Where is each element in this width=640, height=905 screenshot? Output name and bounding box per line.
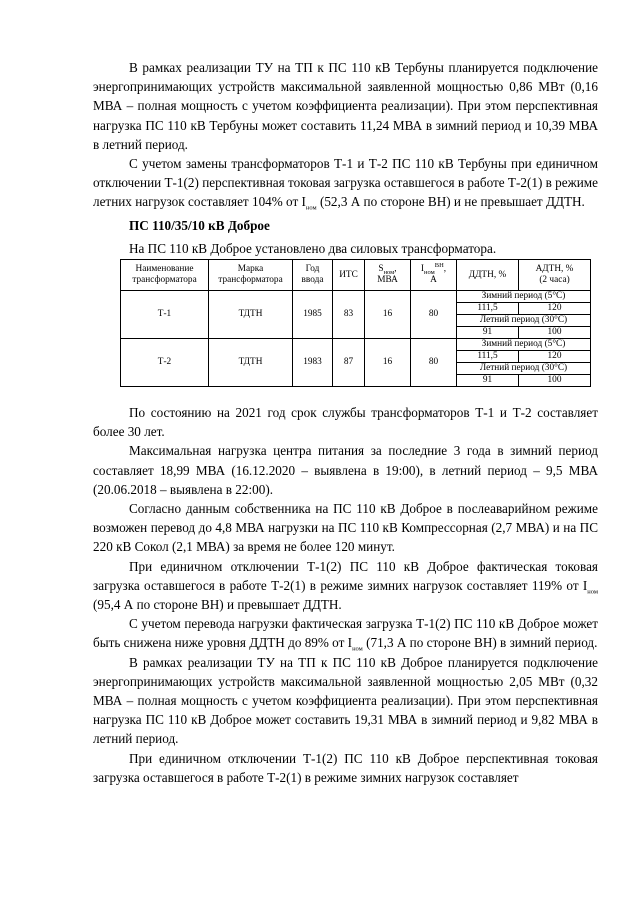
paragraph-dobroe-tu: В рамках реализации ТУ на ТП к ПС 110 кВ Доброе планируется подключение энергопринимающих устройств максимальной заявленной мощностью 2,05 МВт (0,32 МВА – полная мощность с учетом коэффициента реализации). При этом перспективная нагрузка ПС 110 кВ Доброе может составить 19,31 МВА в зимний период и 9,82 МВА в летний период. [93,654,598,747]
cell-adtn: 100 [519,327,591,339]
cell-its: 87 [333,339,365,387]
paragraph-single-outage: При единичном отключении Т-1(2) ПС 110 кВ Доброе фактическая токовая загрузка оставшегося в работе Т-2(1) в режиме зимних нагрузок составляет 119% от $I_{ном}$ (95,4 А по стороне ВН) и превышает ДДТН. [93,558,598,613]
cell-ddtn: 111,5 [457,351,519,363]
paragraph-max-load: Максимальная нагрузка центра питания за последние 3 года в зимний период составляет 18,99 МВА (16.12.2020 – выявлена в 19:00), в летний период – 9,5 МВА (20.06.2018 – выявлена в 22:00). [93,443,598,497]
cell-year: 1983 [293,339,333,387]
cell-i-nom: 80 [411,291,457,339]
cell-brand: ТДТН [209,339,293,387]
cell-s-nom: 16 [365,291,411,339]
header-year: Год ввода [293,260,333,291]
cell-adtn: 120 [519,303,591,315]
paragraph-load-transfer: С учетом перевода нагрузки фактическая загрузка Т-1(2) ПС 110 кВ Доброе может быть снижена ниже уровня ДДТН до 89% от $I_{ном}$ (71,3 А по стороне ВН) в зимний период. [93,616,598,654]
cell-ddtn: 91 [457,327,519,339]
cell-winter-label: Зимний период (5°С) [457,291,591,303]
document-page [93,58,598,787]
cell-summer-label: Летний период (30°С) [457,363,591,375]
cell-s-nom: 16 [365,339,411,387]
section-heading: ПС 110/35/10 кВ Доброе [129,217,270,233]
transformer-table [120,259,591,387]
table-row [121,291,591,303]
cell-summer-label: Летний период (30°С) [457,315,591,327]
header-ddtn: ДДТН, % [457,260,519,291]
cell-adtn: 120 [519,351,591,363]
paragraph-terbuny-tu: В рамках реализации ТУ на ТП к ПС 110 кВ Тербуны планируется подключение энергопринимающих устройств максимальной заявленной мощностью 0,86 МВт (0,16 МВА – полная мощность с учетом коэффициента реализации). При этом перспективная нагрузка ПС 110 кВ Тербуны может составить 11,24 МВА в зимний период и 10,39 МВА в летний период. [93,60,598,152]
header-name: Наименование трансформатора [121,260,209,291]
cell-ddtn: 111,5 [457,303,519,315]
cell-its: 83 [333,291,365,339]
paragraph-prospective-load: При единичном отключении Т-1(2) ПС 110 кВ Доброе перспективная токовая загрузка оставшегося в работе Т-2(1) в режиме зимних нагрузок составляет [93,750,598,785]
paragraph-terbuny-replacement: С учетом замены трансформаторов Т-1 и Т-2 ПС 110 кВ Тербуны при единичном отключении Т-1(2) перспективная токовая загрузка оставшегося в работе Т-2(1) в режиме летних нагрузок составляет 104% от $I_{ном}$ (52,3 А по стороне ВН) и не превышает ДДТН. [93,156,598,213]
paragraph-service-life: По состоянию на 2021 год срок службы трансформаторов Т-1 и Т-2 составляет более 30 лет. [93,405,598,440]
header-i-nom: $I_{ном}^{ВН}$, А [411,260,457,291]
cell-brand: ТДТН [209,291,293,339]
table-row [121,339,591,351]
cell-winter-label: Зимний период (5°С) [457,339,591,351]
table-header-row [121,260,591,291]
cell-adtn: 100 [519,375,591,387]
header-its: ИТС [333,260,365,291]
cell-name: Т-2 [121,339,209,387]
cell-i-nom: 80 [411,339,457,387]
table-intro: На ПС 110 кВ Доброе установлено два силовых трансформатора. [129,240,497,256]
paragraph-owner-data: Согласно данным собственника на ПС 110 кВ Доброе в послеаварийном режиме возможен перевод до 4,8 МВА нагрузки на ПС 110 кВ Компрессорная (2,7 МВА) и на ПС 220 кВ Сокол (2,1 МВА) за время не более 120 минут. [93,501,598,555]
header-adtn: АДТН, % (2 часа) [519,260,591,291]
header-brand: Марка трансформатора [209,260,293,291]
header-s-nom: $S_{ном}$, МВА [365,260,411,291]
cell-ddtn: 91 [457,375,519,387]
cell-name: Т-1 [121,291,209,339]
cell-year: 1985 [293,291,333,339]
